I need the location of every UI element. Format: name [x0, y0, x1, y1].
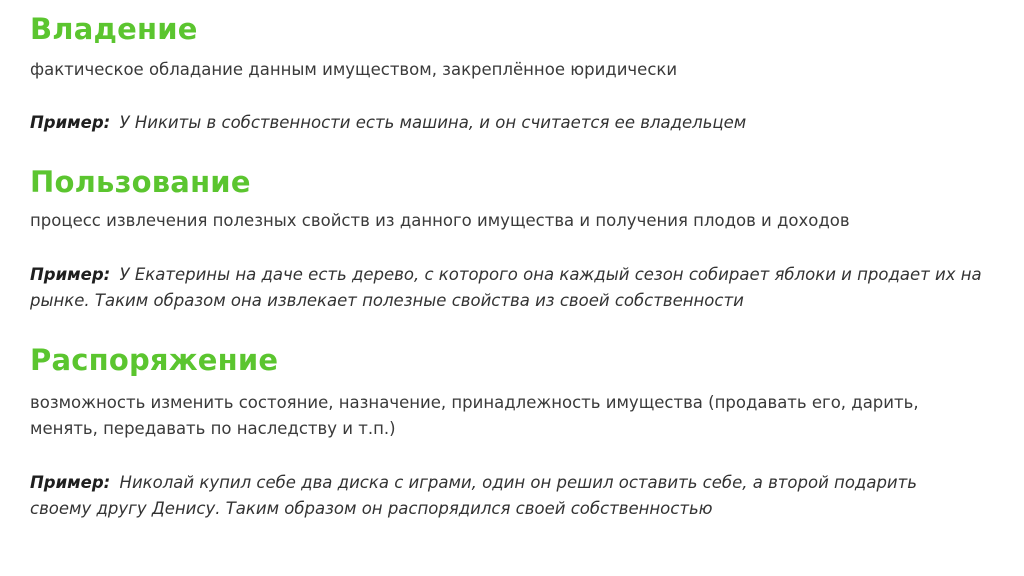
section-title: Распоряжение	[30, 343, 279, 377]
example-label: Пример:	[30, 265, 111, 284]
section-definition: процесс извлечения полезных свойств из данного имущества и получения плодов и доходов	[30, 211, 850, 230]
section-example	[30, 110, 746, 136]
section-title: Пользование	[30, 165, 251, 199]
section-definition: фактическое обладание данным имуществом, закреплённое юридически	[30, 60, 678, 79]
example-label: Пример:	[30, 113, 111, 132]
example-text: Николай купил себе два диска с играми, один он решил оставить себе, а второй подарить своему другу Денису. Таким образом он распорядился своей собственностью	[30, 473, 917, 518]
example-label: Пример:	[30, 473, 111, 492]
section-example	[30, 470, 930, 522]
example-text: У Екатерины на даче есть дерево, с которого она каждый сезон собирает яблоки и продает их на рынке. Таким образом она извлекает полезные свойства из своей собственности	[30, 265, 982, 310]
example-text: У Никиты в собственности есть машина, и он считается ее владельцем	[119, 113, 747, 132]
section-example	[30, 262, 990, 314]
section-definition: возможность изменить состояние, назначение, принадлежность имущества (продавать его, дарить, менять, передавать по наследству и т.п.)	[30, 393, 919, 438]
section-title: Владение	[30, 12, 198, 46]
